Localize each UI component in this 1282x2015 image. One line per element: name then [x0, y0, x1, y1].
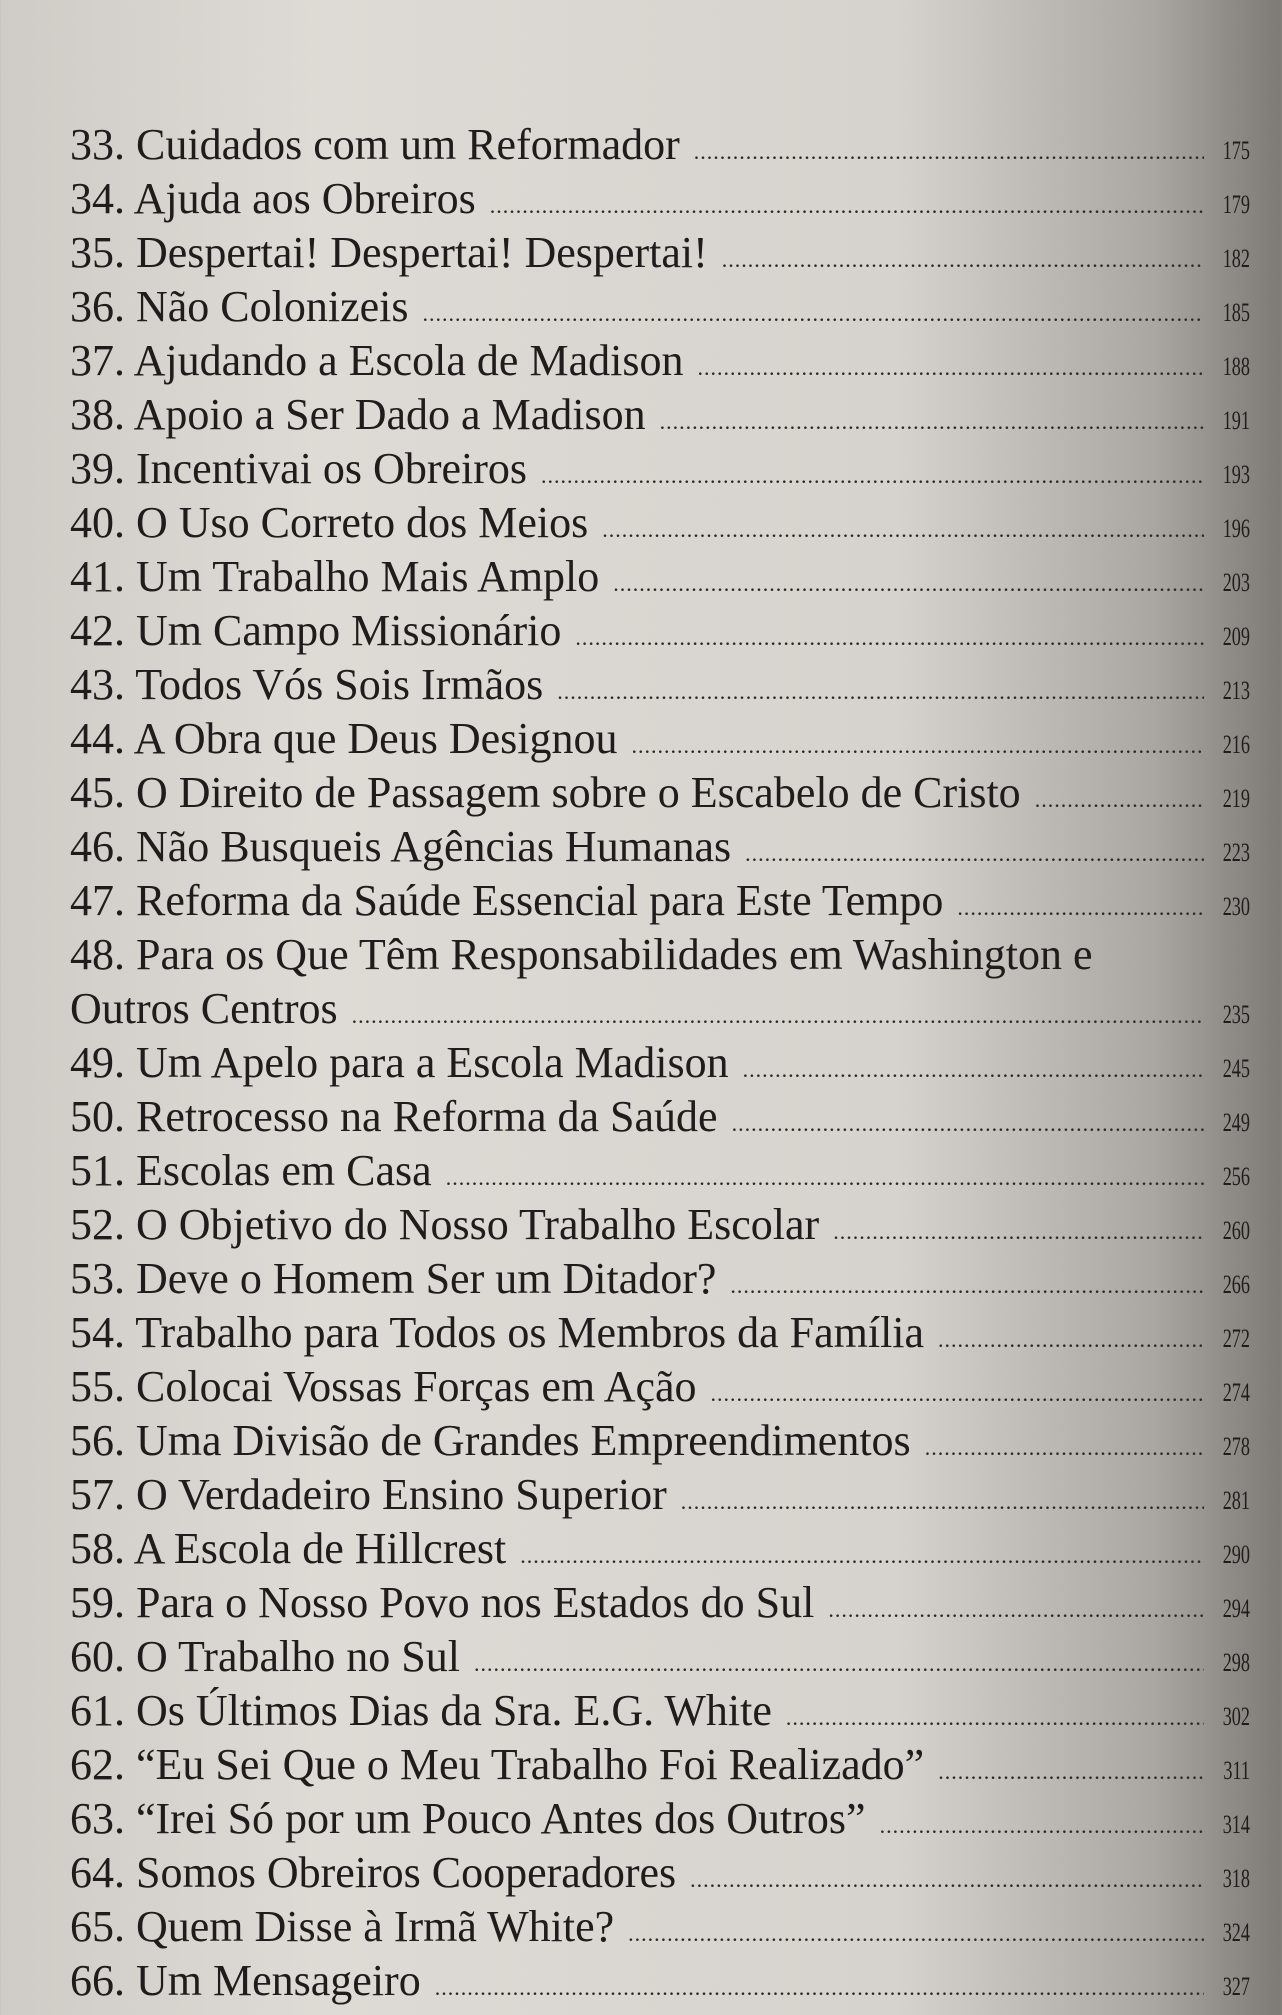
toc-entry-title: 62. “Eu Sei Que o Meu Trabalho Foi Realizado”: [70, 1740, 925, 1789]
toc-entry-page: 260: [1222, 1216, 1250, 1245]
toc-entry-page: 185: [1222, 298, 1250, 327]
toc-entry-page: 274: [1222, 1378, 1250, 1407]
toc-entry: [70, 1522, 1250, 1576]
toc-entry-page: 175: [1222, 136, 1250, 165]
toc-entry-title: 49. Um Apelo para a Escola Madison: [70, 1038, 729, 1087]
dot-leader: [697, 341, 1204, 395]
toc-entry: [70, 226, 1250, 280]
toc-entry-title: 55. Colocai Vossas Forças em Ação: [70, 1362, 697, 1411]
dot-leader: [828, 1583, 1204, 1637]
toc-entry-title: 48. Para os Que Têm Responsabilidades em Washington e: [70, 930, 1093, 979]
toc-entry-page: 213: [1222, 676, 1250, 705]
toc-entry: [70, 442, 1250, 496]
toc-entry: [70, 1090, 1250, 1144]
toc-entry: [70, 1198, 1250, 1252]
toc-entry-page: 298: [1222, 1648, 1250, 1677]
toc-entry: [70, 1576, 1250, 1630]
toc-entry: [70, 334, 1250, 388]
toc-entry: [70, 1738, 1250, 1792]
toc-entry-page: 294: [1222, 1594, 1250, 1623]
dot-leader: [660, 395, 1204, 449]
toc-entry-page: 278: [1222, 1432, 1250, 1461]
dot-leader: [786, 1691, 1204, 1745]
toc-entry-page: 196: [1222, 514, 1250, 543]
dot-leader: [730, 1259, 1204, 1313]
toc-entry-page: 249: [1222, 1108, 1250, 1137]
toc-entry: [70, 550, 1250, 604]
toc-entry-title-continued: Outros Centros: [70, 984, 338, 1033]
toc-entry-title: 56. Uma Divisão de Grandes Empreendimentos: [70, 1416, 911, 1465]
dot-leader: [435, 1961, 1204, 2015]
toc-entry-page: 314: [1222, 1810, 1250, 1839]
dot-leader: [745, 827, 1204, 881]
dot-leader: [732, 1097, 1204, 1151]
dot-leader: [557, 665, 1204, 719]
toc-entry-page: 324: [1222, 1918, 1250, 1947]
toc-entry: [70, 1684, 1250, 1738]
toc-entry-page: 245: [1222, 1054, 1250, 1083]
dot-leader: [541, 449, 1204, 503]
toc-entry: [70, 280, 1250, 334]
toc-entry-page: 223: [1222, 838, 1250, 867]
dot-leader: [833, 1205, 1204, 1259]
toc-entry: [70, 658, 1250, 712]
toc-entry-title: 51. Escolas em Casa: [70, 1146, 432, 1195]
toc-entry-title: 39. Incentivai os Obreiros: [70, 444, 527, 493]
toc-entry: [70, 1252, 1250, 1306]
dot-leader: [490, 179, 1204, 233]
toc-entry-title: 38. Apoio a Ser Dado a Madison: [70, 390, 646, 439]
toc-entry-page: 191: [1222, 406, 1250, 435]
toc-entry: [70, 874, 1250, 928]
dot-leader: [520, 1529, 1204, 1583]
toc-entry-title: 58. A Escola de Hillcrest: [70, 1524, 507, 1573]
toc-entry: [70, 604, 1250, 658]
toc-entry: [70, 118, 1250, 172]
toc-entry-title: 37. Ajudando a Escola de Madison: [70, 336, 684, 385]
toc-entry: [70, 1144, 1250, 1198]
toc-entry-title: 52. O Objetivo do Nosso Trabalho Escolar: [70, 1200, 820, 1249]
toc-entry: [70, 388, 1250, 442]
dot-leader: [681, 1475, 1204, 1529]
toc-entry-line: [70, 928, 1250, 982]
toc-entry-page: 209: [1222, 622, 1250, 651]
dot-leader: [957, 881, 1204, 935]
toc-entry-title: 60. O Trabalho no Sul: [70, 1632, 460, 1681]
dot-leader: [575, 611, 1204, 665]
toc-entry-page: 281: [1222, 1486, 1250, 1515]
dot-leader: [722, 233, 1204, 287]
toc-entry-page: 290: [1222, 1540, 1250, 1569]
toc-entry-page: 266: [1222, 1270, 1250, 1299]
toc-entry: [70, 172, 1250, 226]
dot-leader: [880, 1799, 1204, 1853]
toc-entry-title: 45. O Direito de Passagem sobre o Escabelo de Cristo: [70, 768, 1021, 817]
toc-entry: [70, 1630, 1250, 1684]
toc-entry-title: 44. A Obra que Deus Designou: [70, 714, 618, 763]
dot-leader: [743, 1043, 1204, 1097]
toc-entry-title: 57. O Verdadeiro Ensino Superior: [70, 1470, 667, 1519]
toc-entry-page: 272: [1222, 1324, 1250, 1353]
table-of-contents: [70, 118, 1250, 2008]
toc-entry-title: 64. Somos Obreiros Cooperadores: [70, 1848, 677, 1897]
dot-leader: [352, 989, 1204, 1043]
toc-entry-page: 182: [1222, 244, 1250, 273]
toc-entry: [70, 1036, 1250, 1090]
dot-leader: [602, 503, 1204, 557]
toc-entry-page: 230: [1222, 892, 1250, 921]
toc-entry-line: [70, 982, 1250, 1036]
toc-entry-title: 65. Quem Disse à Irmã White?: [70, 1902, 615, 1951]
dot-leader: [1035, 773, 1204, 827]
toc-entry-title: 63. “Irei Só por um Pouco Antes dos Outros”: [70, 1794, 866, 1843]
toc-entry-page: 193: [1222, 460, 1250, 489]
toc-entry-title: 43. Todos Vós Sois Irmãos: [70, 660, 544, 709]
dot-leader: [446, 1151, 1204, 1205]
toc-entry-title: 61. Os Últimos Dias da Sra. E.G. White: [70, 1686, 772, 1735]
toc-entry-page: 327: [1222, 1972, 1250, 2001]
toc-entry-title: 47. Reforma da Saúde Essencial para Este Tempo: [70, 876, 944, 925]
toc-entry: [70, 1306, 1250, 1360]
toc-entry-title: 53. Deve o Homem Ser um Ditador?: [70, 1254, 717, 1303]
toc-entry: [70, 1792, 1250, 1846]
toc-entry: [70, 1414, 1250, 1468]
toc-entry-page: 311: [1223, 1756, 1250, 1785]
toc-entry: [70, 496, 1250, 550]
toc-entry-title: 50. Retrocesso na Reforma da Saúde: [70, 1092, 718, 1141]
toc-entry: [70, 712, 1250, 766]
dot-leader: [613, 557, 1204, 611]
toc-entry-page: 203: [1222, 568, 1250, 597]
toc-entry-title: 66. Um Mensageiro: [70, 1956, 421, 2005]
toc-entry-title: 59. Para o Nosso Povo nos Estados do Sul: [70, 1578, 815, 1627]
toc-entry-title: 46. Não Busqueis Agências Humanas: [70, 822, 732, 871]
toc-entry: [70, 928, 1250, 1036]
toc-entry-page: 219: [1222, 784, 1250, 813]
toc-entry-page: 216: [1222, 730, 1250, 759]
toc-entry-page: 188: [1222, 352, 1250, 381]
toc-entry: [70, 1900, 1250, 1954]
dot-leader: [711, 1367, 1204, 1421]
toc-entry-title: 33. Cuidados com um Reformador: [70, 120, 680, 169]
dot-leader: [690, 1853, 1204, 1907]
dot-leader: [938, 1745, 1204, 1799]
dot-leader: [938, 1313, 1204, 1367]
toc-entry-page: 179: [1222, 190, 1250, 219]
dot-leader: [632, 719, 1205, 773]
toc-entry-page: 302: [1222, 1702, 1250, 1731]
dot-leader: [423, 287, 1204, 341]
toc-entry-page: 318: [1222, 1864, 1250, 1893]
toc-entry-title: 42. Um Campo Missionário: [70, 606, 562, 655]
toc-entry-page: 256: [1222, 1162, 1250, 1191]
toc-entry-title: 40. O Uso Correto dos Meios: [70, 498, 589, 547]
toc-entry-title: 41. Um Trabalho Mais Amplo: [70, 552, 600, 601]
toc-entry-title: 35. Despertai! Despertai! Despertai!: [70, 228, 708, 277]
toc-entry-page: 235: [1222, 1000, 1250, 1029]
toc-entry-title: 54. Trabalho para Todos os Membros da Família: [70, 1308, 925, 1357]
dot-leader: [925, 1421, 1204, 1475]
toc-entry: [70, 766, 1250, 820]
toc-entry: [70, 1468, 1250, 1522]
toc-entry: [70, 820, 1250, 874]
toc-entry-title: 34. Ajuda aos Obreiros: [70, 174, 476, 223]
toc-entry-title: 36. Não Colonizeis: [70, 282, 409, 331]
dot-leader: [628, 1907, 1204, 1961]
dot-leader: [694, 125, 1204, 179]
dot-leader: [474, 1637, 1204, 1691]
toc-entry: [70, 1360, 1250, 1414]
toc-entry: [70, 1846, 1250, 1900]
